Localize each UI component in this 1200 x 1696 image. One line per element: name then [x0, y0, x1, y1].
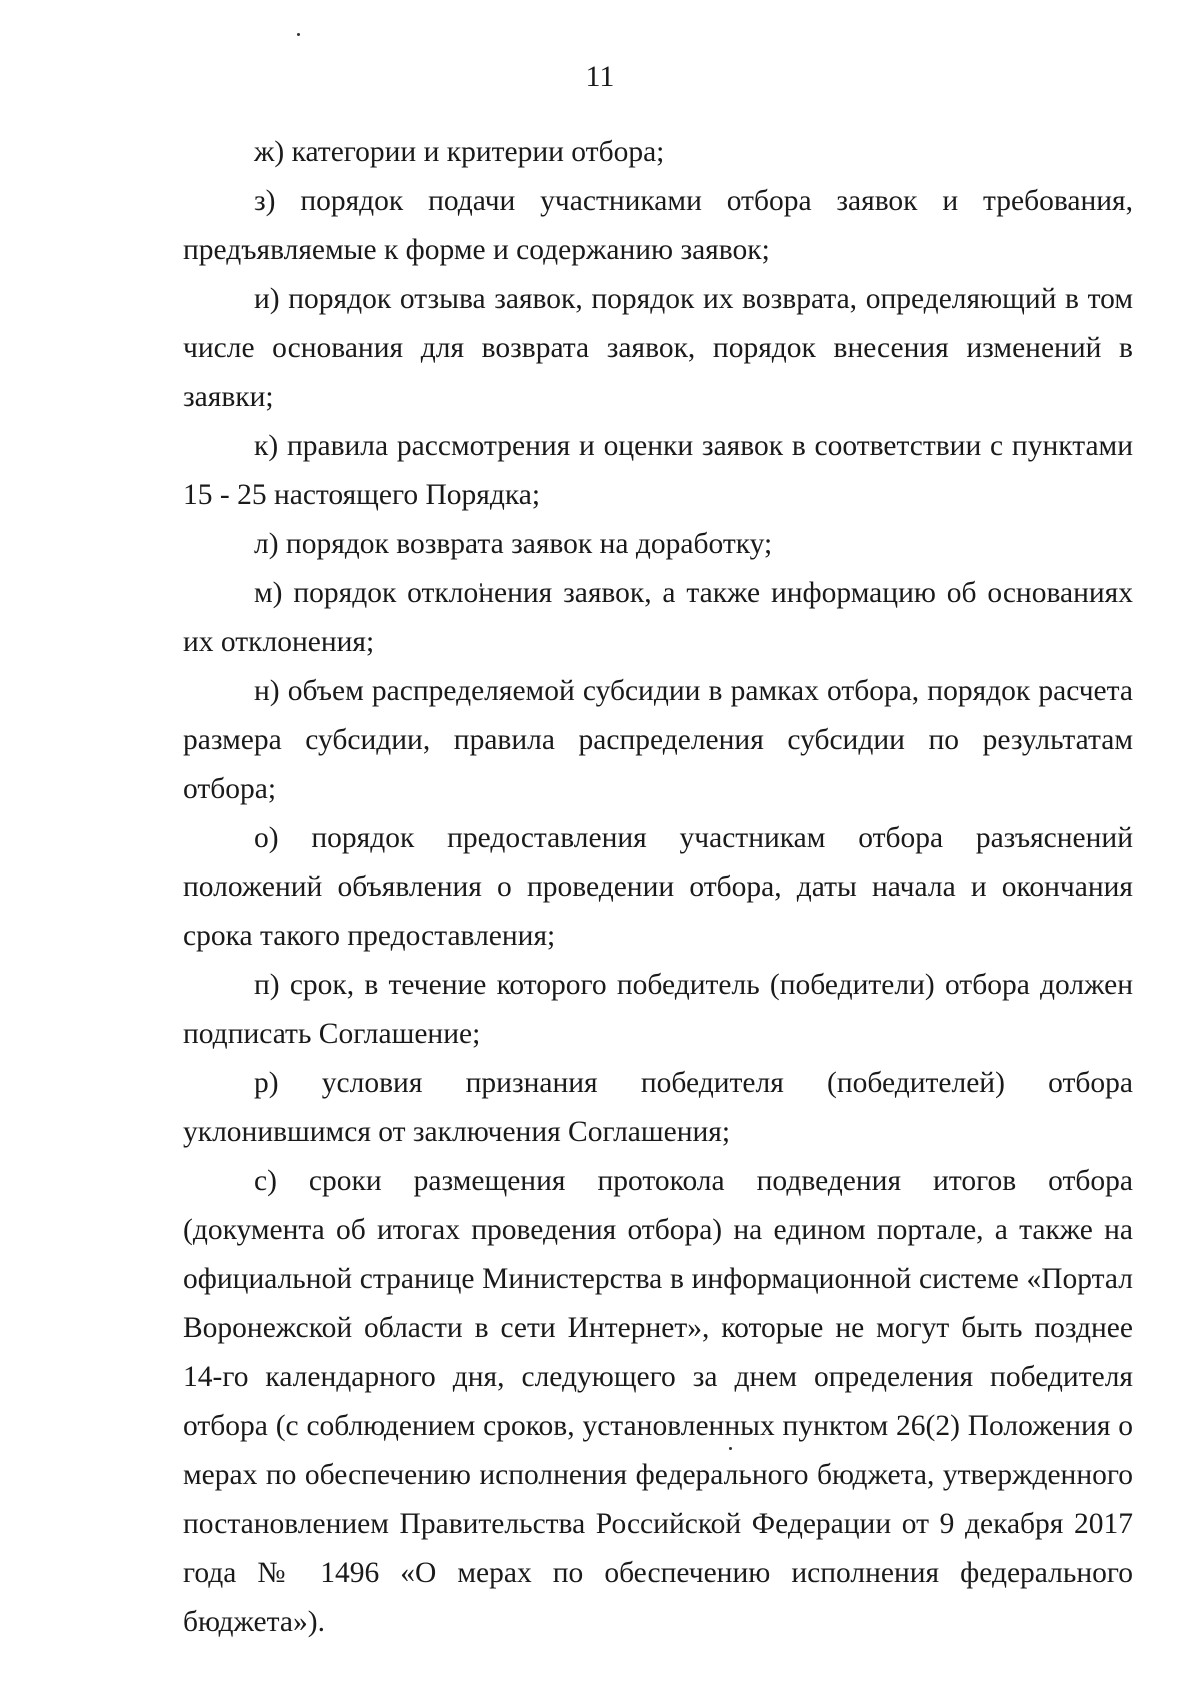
scan-speck	[297, 33, 300, 36]
document-body	[183, 128, 1133, 1647]
paragraph-zh: ж) категории и критерии отбора;	[254, 136, 665, 168]
paragraph-l: л) порядок возврата заявок на доработку;	[254, 528, 773, 560]
paragraph-k: к) правила рассмотрения и оценки заявок в соответствии с пунктами 15 - 25 настоящего Порядка;	[183, 430, 1133, 511]
paragraph-i: и) порядок отзыва заявок, порядок их возврата, определяющий в том числе основания для возврата заявок, порядок внесения изменений в заявки;	[183, 283, 1133, 413]
paragraph-s: с) сроки размещения протокола подведения итогов отбора (документа об итогах проведения отбора) на едином портале, а также на официальной странице Министерства в информационной системе «Портал Воронежской области в сети Интернет», которые не могут быть позднее 14-го календарного дня, следующего за днем определения победителя отбора (с соблюдением сроков, установленных пунктом 26(2) Положения о мерах по обеспечению исполнения федерального бюджета, утвержденного постановлением Правительства Российской Федерации от 9 декабря 2017 года № 1496 «О мерах по обеспечению исполнения федерального бюджета»).	[183, 1165, 1133, 1638]
paragraph-m: м) порядок отклонения заявок, а также информацию об основаниях их отклонения;	[183, 577, 1133, 658]
page-number: 11	[585, 60, 615, 93]
paragraph-n: н) объем распределяемой субсидии в рамках отбора, порядок расчета размера субсидии, правила распределения субсидии по результатам отбора;	[183, 675, 1133, 805]
paragraph-p: п) срок, в течение которого победитель (победители) отбора должен подписать Соглашение;	[183, 969, 1133, 1050]
paragraph-r: р) условия признания победителя (победителей) отбора уклонившимся от заключения Соглашения;	[183, 1067, 1133, 1148]
paragraph-o: о) порядок предоставления участникам отбора разъяснений положений объявления о проведении отбора, даты начала и окончания срока такого предоставления;	[183, 822, 1133, 952]
paragraph-z: з) порядок подачи участниками отбора заявок и требования, предъявляемые к форме и содержанию заявок;	[183, 185, 1133, 266]
